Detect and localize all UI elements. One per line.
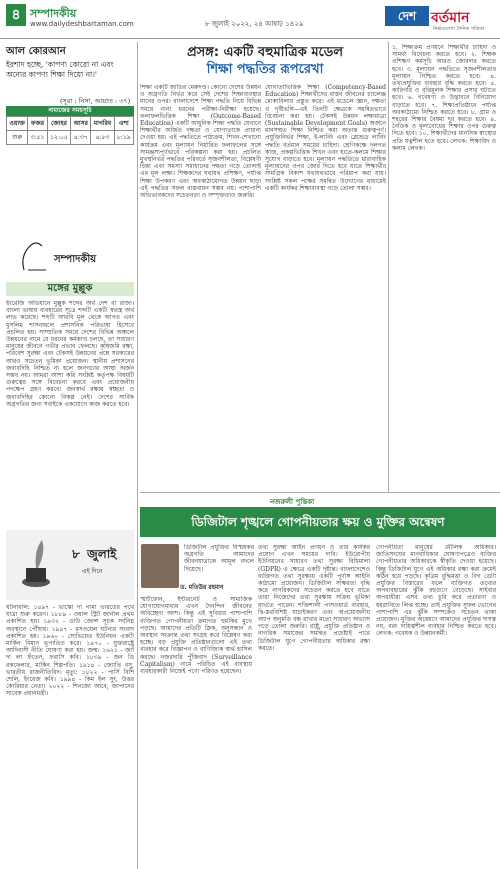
left-article-body: ইংরেজি অভিধানে মুল্লুক শব্দের অর্থ দেশ বা রাজ্য। বাংলা ভাষায় ব্যবহারের সূত্রে শব্দটি একটি স্বতন্ত্র অর্থ লাভ করেছে। শব্দটি আরবি মূল থেকে আগত এবং মুসলিম শাসনামলে প্রশাসনিক পরিভাষা হিসেবে প্রচলিত হয়। সাম্প্রতিক সময়ে দেশের বিভিন্ন অঞ্চলে উন্নয়নের নামে যে ধরনের কর্মকাণ্ড চলছে, তা সাধারণ মানুষের জীবনে গভীর প্রভাব ফেলছে। কৃষিজমি রক্ষা, পরিবেশ সুরক্ষা এবং টেকসই উন্নয়নের প্রশ্নে সরকারের আরও সচেতন ভূমিকা প্রয়োজন। স্থানীয় প্রশাসনের জবাবদিহি নিশ্চিত না হলে জনগণের আস্থা অর্জন সম্ভব নয়। আমরা আশা করি সংশ্লিষ্ট কর্তৃপক্ষ বিষয়টি গুরুত্বের সঙ্গে বিবেচনা করবে এবং প্রয়োজনীয় পদক্ষেপ গ্রহণ করবে। জনস্বার্থ রক্ষায় স্বচ্ছতা ও জবাবদিহির কোনো বিকল্প নেই। দেশের সার্বিক অগ্রগতির জন্য সবাইকে একযোগে কাজ করতে হবে। <box>6 300 134 408</box>
on-this-day-label: এই দিনে <box>82 568 103 575</box>
column-divider <box>388 42 389 492</box>
second-article-tag: নজরুলী পুস্তিকা <box>270 498 315 506</box>
quran-text: ইরশাদ হচ্ছে, 'কাপণ্য কোরো না এবং অন্যের কাপণ্য শিক্ষা দিয়ো না।' <box>6 60 114 79</box>
editorial-emblem-icon <box>16 236 126 276</box>
logo-box: দেশ <box>385 6 429 26</box>
second-article-column-2: তথ্য সুরক্ষা আইন প্রণয়ন ও তার কার্যকর প্রয়োগ এখন সময়ের দাবি। ইউরোপীয় ইউনিয়নের সাধারণ তথ্য সুরক্ষা বিধিমালা (GDPR) এ ক্ষেত্রে একটি দৃষ্টান্ত। বাংলাদেশেও ব্যক্তিগত তথ্য সুরক্ষায় একটি পূর্ণাঙ্গ আইনি কাঠামো প্রয়োজন। ডিজিটাল সাক্ষরতা বৃদ্ধি করে নাগরিকদের সচেতন করতে হবে যাতে তারা নিজেদের তথ্য সুরক্ষায় সক্রিয় ভূমিকা রাখতে পারেন। শক্তিশালী পাসওয়ার্ড ব্যবহার, দ্বি-স্তরবিশিষ্ট যাচাইকরণ এবং অপ্রয়োজনীয় অ্যাপ অনুমতি বন্ধ রাখার মতো সাধারণ অভ্যাস গড়ে তোলা জরুরি। রাষ্ট্র, প্রযুক্তি প্রতিষ্ঠান ও নাগরিক সমাজের সমন্বিত প্রচেষ্টাই পারে ডিজিটাল যুগে গোপনীয়তার অধিকার রক্ষা করতে। <box>258 544 370 652</box>
main-article-column-1: শিক্ষা একটি জাতির মেরুদণ্ড। কোনো দেশের উন্নয়ন ও অগ্রগতি নির্ভর করে সেই দেশের শিক্ষাব্যবস্থার মানের ওপর। বাংলাদেশে শিক্ষা পদ্ধতি নিয়ে বিভিন্ন সময়ে নানা ধরনের পরীক্ষা-নিরীক্ষা হয়েছে। ফলাফলভিত্তিক শিক্ষা (Outcome-Based Education) একটি আধুনিক শিক্ষা পদ্ধতি যেখানে শিক্ষার্থীর অর্জিত দক্ষতা ও যোগ্যতাকে প্রাধান্য দেওয়া হয়। এই পদ্ধতিতে পাঠ্যক্রম, শিখন-শেখানো কার্যক্রম এবং মূল্যায়ন নির্ধারিত ফলাফলের সঙ্গে সামঞ্জস্যপূর্ণভাবে পরিকল্পনা করা হয়। প্রচলিত মুখস্থনির্ভর পদ্ধতির পরিবর্তে সৃজনশীলতা, বিশ্লেষণী চিন্তা এবং সমস্যা সমাধানের দক্ষতা গড়ে তোলাই এর মূল লক্ষ্য। শিক্ষকদের যথাযথ প্রশিক্ষণ, পর্যাপ্ত শিক্ষা উপকরণ এবং অবকাঠামোগত উন্নয়ন ছাড়া এই পদ্ধতির সফল বাস্তবায়ন সম্ভব নয়। পাশাপাশি অভিভাবকদের সচেতনতা ও সম্পৃক্ততাও জরুরি। <box>140 84 261 200</box>
quran-heading: আল কোরআন <box>6 46 66 57</box>
prayer-time: ৮:১৯ <box>114 131 133 145</box>
prayer-time: ৩:৫১ <box>28 131 47 145</box>
main-article-column-3: ১. শিক্ষাক্রম প্রণয়নে শিক্ষার্থীর চাহিদা ও সামর্থ্য বিবেচনা করতে হবে। ২. শিক্ষক প্রশিক্ষণ কর্মসূচি আরও জোরদার করতে হবে। ৩. মূল্যায়ন পদ্ধতিতে সৃজনশীলতার মূল্যায়ন নিশ্চিত করতে হবে। ৪. তথ্যপ্রযুক্তির ব্যবহার বৃদ্ধি করতে হবে। ৫. কারিগরি ও বৃত্তিমূলক শিক্ষার প্রসার ঘটাতে হবে। ৬. গবেষণা ও উদ্ভাবনে বিনিয়োগ বাড়াতে হবে। ৭. শিক্ষাপ্রতিষ্ঠানে পর্যাপ্ত অবকাঠামো নিশ্চিত করতে হবে। ৮. গ্রাম ও শহরের শিক্ষার বৈষম্য দূর করতে হবে। ৯. নৈতিক ও মূল্যবোধের শিক্ষার ওপর গুরুত্ব দিতে হবে। ১০. শিক্ষার্থীদের মানসিক স্বাস্থ্যের প্রতি যত্নশীল হতে হবে। লেখক: শিক্ষাবিদ ও কলাম লেখক। <box>392 44 496 152</box>
second-article-intro: ডিজিটাল প্রযুক্তির বিস্ময়কর অগ্রগতি আমাদের জীবনযাত্রাকে আমূল বদলে দিয়েছে। <box>184 544 254 573</box>
prayer-header: এশা <box>114 117 133 131</box>
column-divider <box>137 42 138 869</box>
second-article-column-1: স্মার্টফোন, ইন্টারনেট ও সামাজিক যোগাযোগমাধ্যম এখন দৈনন্দিন জীবনের অবিচ্ছেদ্য অংশ। কিন্তু এই সুবিধার পাশাপাশি ব্যক্তিগত গোপনীয়তা ক্রমাগত হুমকির মুখে পড়ছে। আমাদের প্রতিটি ক্লিক, অনুসন্ধান ও অবস্থান সংক্রান্ত তথ্য সংগ্রহ করে বিশ্লেষণ করা হচ্ছে। বড় প্রযুক্তি প্রতিষ্ঠানগুলো এই তথ্য ব্যবহার করে বিজ্ঞাপন ও বাণিজ্যিক স্বার্থ হাসিল করছে। নজরদারি পুঁজিবাদ (Surveillance Capitalism) নামে পরিচিত এই ব্যবস্থায় ব্যবহারকারী নিজেই পণ্যে পরিণত হয়েছেন। <box>140 596 252 676</box>
section-title: সম্পাদকীয় <box>30 7 77 20</box>
main-article-headline[interactable] <box>140 44 390 78</box>
prayer-times-title: নামাজের সময়সূচি <box>6 106 134 116</box>
headline-line-1: প্রসঙ্গ: একটি বহুমাত্রিক মডেল <box>186 45 344 60</box>
quran-reference: (সূরা : নিসা, আয়াত : ৩৭) <box>60 97 131 105</box>
newspaper-logo[interactable] <box>385 4 495 34</box>
sampadakiya-label: সম্পাদকীয় <box>54 254 97 265</box>
second-article-headline[interactable]: ডিজিটাল শৃঙ্খলে গোপনীয়তার ক্ষয় ও মুক্তির অন্বেষণ <box>140 507 496 537</box>
headline-line-2: শিক্ষা পদ্ধতির রূপরেখা <box>206 62 324 77</box>
prayer-row-label: শুরু <box>7 131 28 145</box>
prayer-header: ওয়াক্ত <box>7 117 28 131</box>
prayer-times-table <box>6 116 134 145</box>
prayer-time: ৪:৩৭ <box>71 131 91 145</box>
prayer-header: আসর <box>71 117 91 131</box>
logo-tagline: নির্ভরযোগ্য দৈনিক পত্রিকা <box>433 26 485 32</box>
prayer-header: ফজর <box>28 117 47 131</box>
second-article-column-3: গোপনীয়তা মানুষের মৌলিক অধিকার। জাতিসংঘের মানবাধিকার ঘোষণাপত্রেও ব্যক্তির গোপনীয়তার অধিকারকে স্বীকৃতি দেওয়া হয়েছে। কিন্তু ডিজিটাল যুগে এই অধিকার রক্ষা করা ক্রমেই কঠিন হয়ে পড়ছে। কৃত্রিম বুদ্ধিমত্তা ও বিগ ডেটা প্রযুক্তির বিস্তারের ফলে ব্যক্তিগত তথ্যের অপব্যবহারের ঝুঁকি বহুগুণে বেড়েছে। সাইবার অপরাধীরা এসব তথ্য চুরি করে প্রতারণা ও হয়রানিতে লিপ্ত হচ্ছে। তাই প্রযুক্তির সুফল ভোগের পাশাপাশি এর ঝুঁকি সম্পর্কেও সচেতন থাকা প্রয়োজন। মুক্তির অন্বেষণে আমাদের প্রযুক্তির দাসত্ব নয়, বরং দায়িত্বশীল ব্যবহার নিশ্চিত করতে হবে। লেখক: গবেষক ও উন্নয়নকর্মী। <box>376 544 496 638</box>
on-this-day-body: ঘটনাবলি: ১৪৯৭ - ভাস্কো দা গামা ভারতের পথে যাত্রা শুরু করেন। ১৮৮৯ - ওয়াল স্ট্রিট জার্নাল প্রথম প্রকাশিত হয়। ১৯৩২ - ডাউ জোন্স সূচক সর্বনিম্ন অবস্থানে পৌঁছায়। ১৯৪৭ - রসওয়েল ঘটনার সংবাদ প্রকাশিত হয়। ১৯৬০ - সোভিয়েত ইউনিয়ন একটি মার্কিন বিমান ভূপাতিত করে। ১৯৭০ - যুক্তরাষ্ট্রে আদিবাসী নীতি ঘোষণা করা হয়। জন্ম: ১৬২১ - জ্যাঁ দ্য লা ফঁতেন, ফরাসি কবি। ১৮৩৯ - জন ডি রকফেলার, মার্কিন শিল্পপতি। ১৯১৪ - জ্যোতি বসু, ভারতীয় রাজনীতিবিদ। মৃত্যু: ১৮২২ - পার্সি বিশি শেলি, ইংরেজ কবি। ১৯৯৪ - কিম ইল সুং, উত্তর কোরিয়ার নেতা। ২০২২ - শিনজো আবে, জাপানের সাবেক প্রধানমন্ত্রী। <box>6 604 134 698</box>
issue-date: ৮ জুলাই ২০২২, ২৪ আষাঢ় ১৪২৯ <box>205 20 304 28</box>
on-this-day-date: ৮ জুলাই <box>72 547 117 561</box>
author-name: ড. মতিউর রহমান <box>180 584 224 591</box>
left-article-heading: মঙ্গের মুল্লুক <box>6 282 134 296</box>
site-url-link[interactable]: www.dailydeshbartaman.com <box>30 20 134 28</box>
quill-pen-icon <box>16 538 56 590</box>
prayer-header: মাগরিব <box>91 117 114 131</box>
page-number: ৪ <box>6 4 26 26</box>
section-divider <box>140 492 500 493</box>
prayer-header: জোহর <box>47 117 71 131</box>
prayer-time: ৬:৫৩ <box>91 131 114 145</box>
author-photo <box>141 544 179 588</box>
prayer-time: ১২:০৫ <box>47 131 71 145</box>
logo-text: বর্তমান <box>431 10 470 26</box>
main-article-column-2: যোগ্যতাভিত্তিক শিক্ষা (Competency-Based Education) শিক্ষার্থীদের বাস্তব জীবনের চ্যালেঞ্জ মোকাবিলায় প্রস্তুত করে। এই মডেলে জ্ঞান, দক্ষতা ও দৃষ্টিভঙ্গি—এই তিনটি ক্ষেত্রকে সমন্বিতভাবে বিবেচনা করা হয়। টেকসই উন্নয়ন লক্ষ্যমাত্রা (Sustainable Development Goals) অর্জনে মানসম্মত শিক্ষা নিশ্চিত করা অত্যন্ত গুরুত্বপূর্ণ। প্রযুক্তিনির্ভর শিক্ষা, ই-লার্নিং এবং ব্লেন্ডেড লার্নিং পদ্ধতি বর্তমান সময়ের চাহিদা। শ্রেণিকক্ষে দলগত কাজ, প্রকল্পভিত্তিক শিখন এবং হাতে-কলমে শিক্ষার সুযোগ বাড়াতে হবে। মূল্যায়ন পদ্ধতিতে ধারাবাহিক মূল্যায়নের ওপর জোর দিতে হবে যাতে শিক্ষার্থীর সামগ্রিক বিকাশ যথাযথভাবে পরিমাপ করা যায়। সংশ্লিষ্ট সকল পক্ষের সমন্বিত উদ্যোগের মাধ্যমেই একটি কার্যকর শিক্ষাব্যবস্থা গড়ে তোলা সম্ভব। <box>265 84 386 192</box>
